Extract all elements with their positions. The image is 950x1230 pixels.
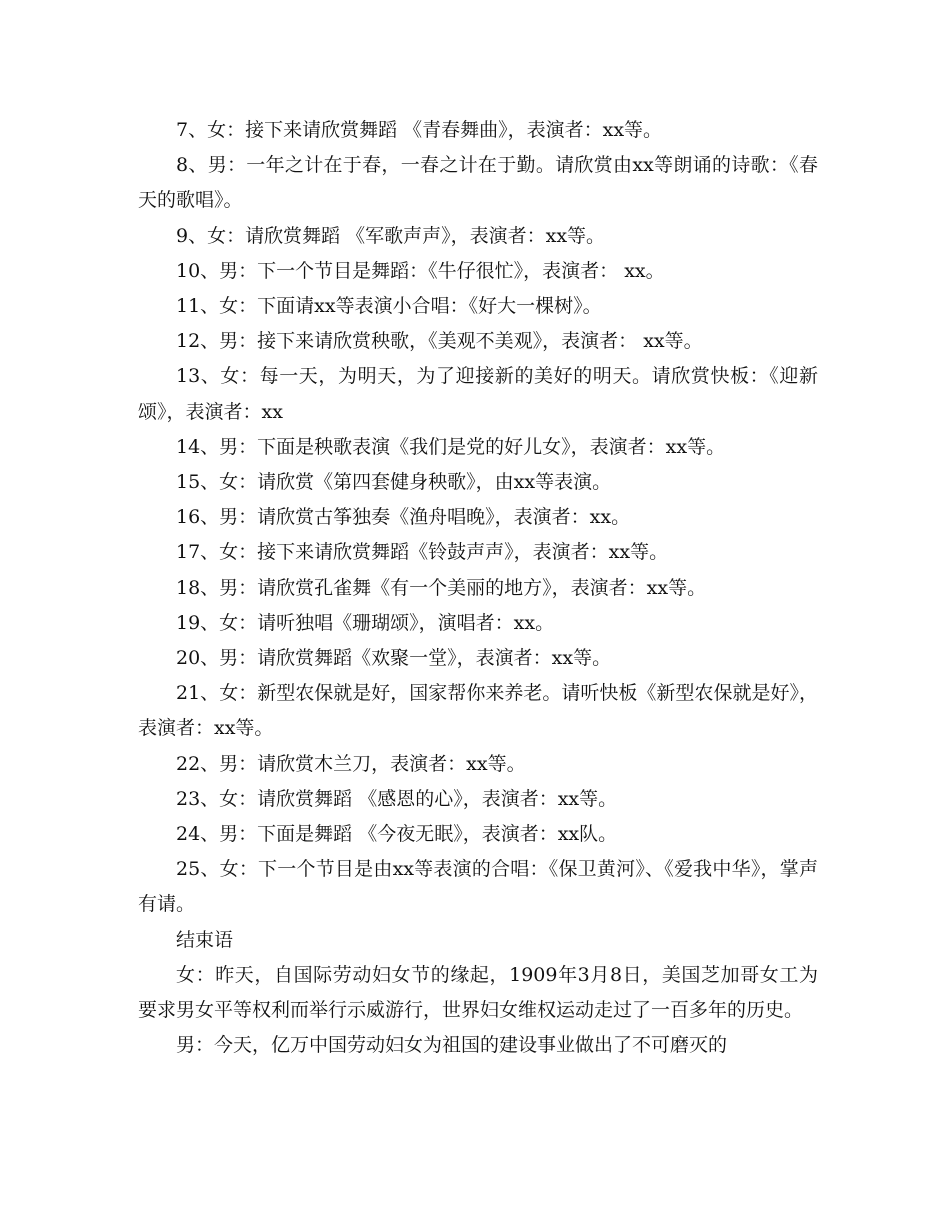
paragraph-23: 23、女：请欣赏舞蹈 《感恩的心》，表演者：xx等。 bbox=[176, 787, 618, 810]
paragraph-8: 8、男：一年之计在于春，一春之计在于勤。请欣赏由xx等朗诵的诗歌：《春天的歌唱》。 bbox=[138, 154, 818, 212]
paragraph-9: 9、女：请欣赏舞蹈 《军歌声声》，表演者：xx等。 bbox=[176, 224, 606, 247]
paragraph-11: 11、女：下面请xx等表演小合唱：《好大一棵树》。 bbox=[176, 295, 602, 318]
paragraph-14: 14、男：下面是秧歌表演《我们是党的好儿女》，表演者：xx等。 bbox=[176, 435, 726, 458]
paragraph-19: 19、女：请听独唱《珊瑚颂》，演唱者：xx。 bbox=[176, 611, 555, 634]
paragraph-7: 7、女：接下来请欣赏舞蹈 《青春舞曲》，表演者：xx等。 bbox=[176, 119, 663, 141]
paragraph-closing-male: 男：今天，亿万中国劳动妇女为祖国的建设事业做出了不可磨灭的 bbox=[176, 1034, 728, 1057]
paragraph-24: 24、男：下面是舞蹈 《今夜无眠》，表演者：xx队。 bbox=[176, 823, 618, 846]
paragraph-17: 17、女：接下来请欣赏舞蹈《铃鼓声声》，表演者：xx等。 bbox=[176, 541, 669, 564]
paragraph-18: 18、男：请欣赏孔雀舞《有一个美丽的地方》，表演者：xx等。 bbox=[176, 576, 707, 599]
paragraph-12: 12、男：接下来请欣赏秧歌，《美观不美观》，表演者： xx等。 bbox=[176, 330, 703, 353]
section-heading-closing: 结束语 bbox=[176, 928, 234, 951]
paragraph-16: 16、男：请欣赏古筝独奏《渔舟唱晚》，表演者：xx。 bbox=[176, 506, 631, 529]
paragraph-21: 21、女：新型农保就是好，国家帮你来养老。请听快板《新型农保就是好》，表演者：xx等。 bbox=[138, 682, 818, 740]
document-body bbox=[138, 113, 818, 1063]
paragraph-20: 20、男：请欣赏舞蹈《欢聚一堂》，表演者：xx等。 bbox=[176, 647, 612, 670]
paragraph-13: 13、女：每一天，为明天，为了迎接新的美好的明天。请欣赏快板：《迎新颂》，表演者：xx bbox=[138, 365, 818, 423]
paragraph-closing-female: 女：昨天，自国际劳动妇女节的缘起，1909年3月8日，美国芝加哥女工为要求男女平等权利而举行示威游行，世界妇女维权运动走过了一百多年的历史。 bbox=[138, 963, 818, 1022]
paragraph-10: 10、男：下一个节目是舞蹈：《牛仔很忙》，表演者： xx。 bbox=[176, 259, 665, 282]
paragraph-15: 15、女：请欣赏《第四套健身秧歌》，由xx等表演。 bbox=[176, 471, 612, 494]
paragraph-25: 25、女：下一个节目是由xx等表演的合唱：《保卫黄河》、《爱我中华》，掌声有请。 bbox=[138, 858, 818, 916]
paragraph-22: 22、男：请欣赏木兰刀，表演者：xx等。 bbox=[176, 752, 526, 775]
